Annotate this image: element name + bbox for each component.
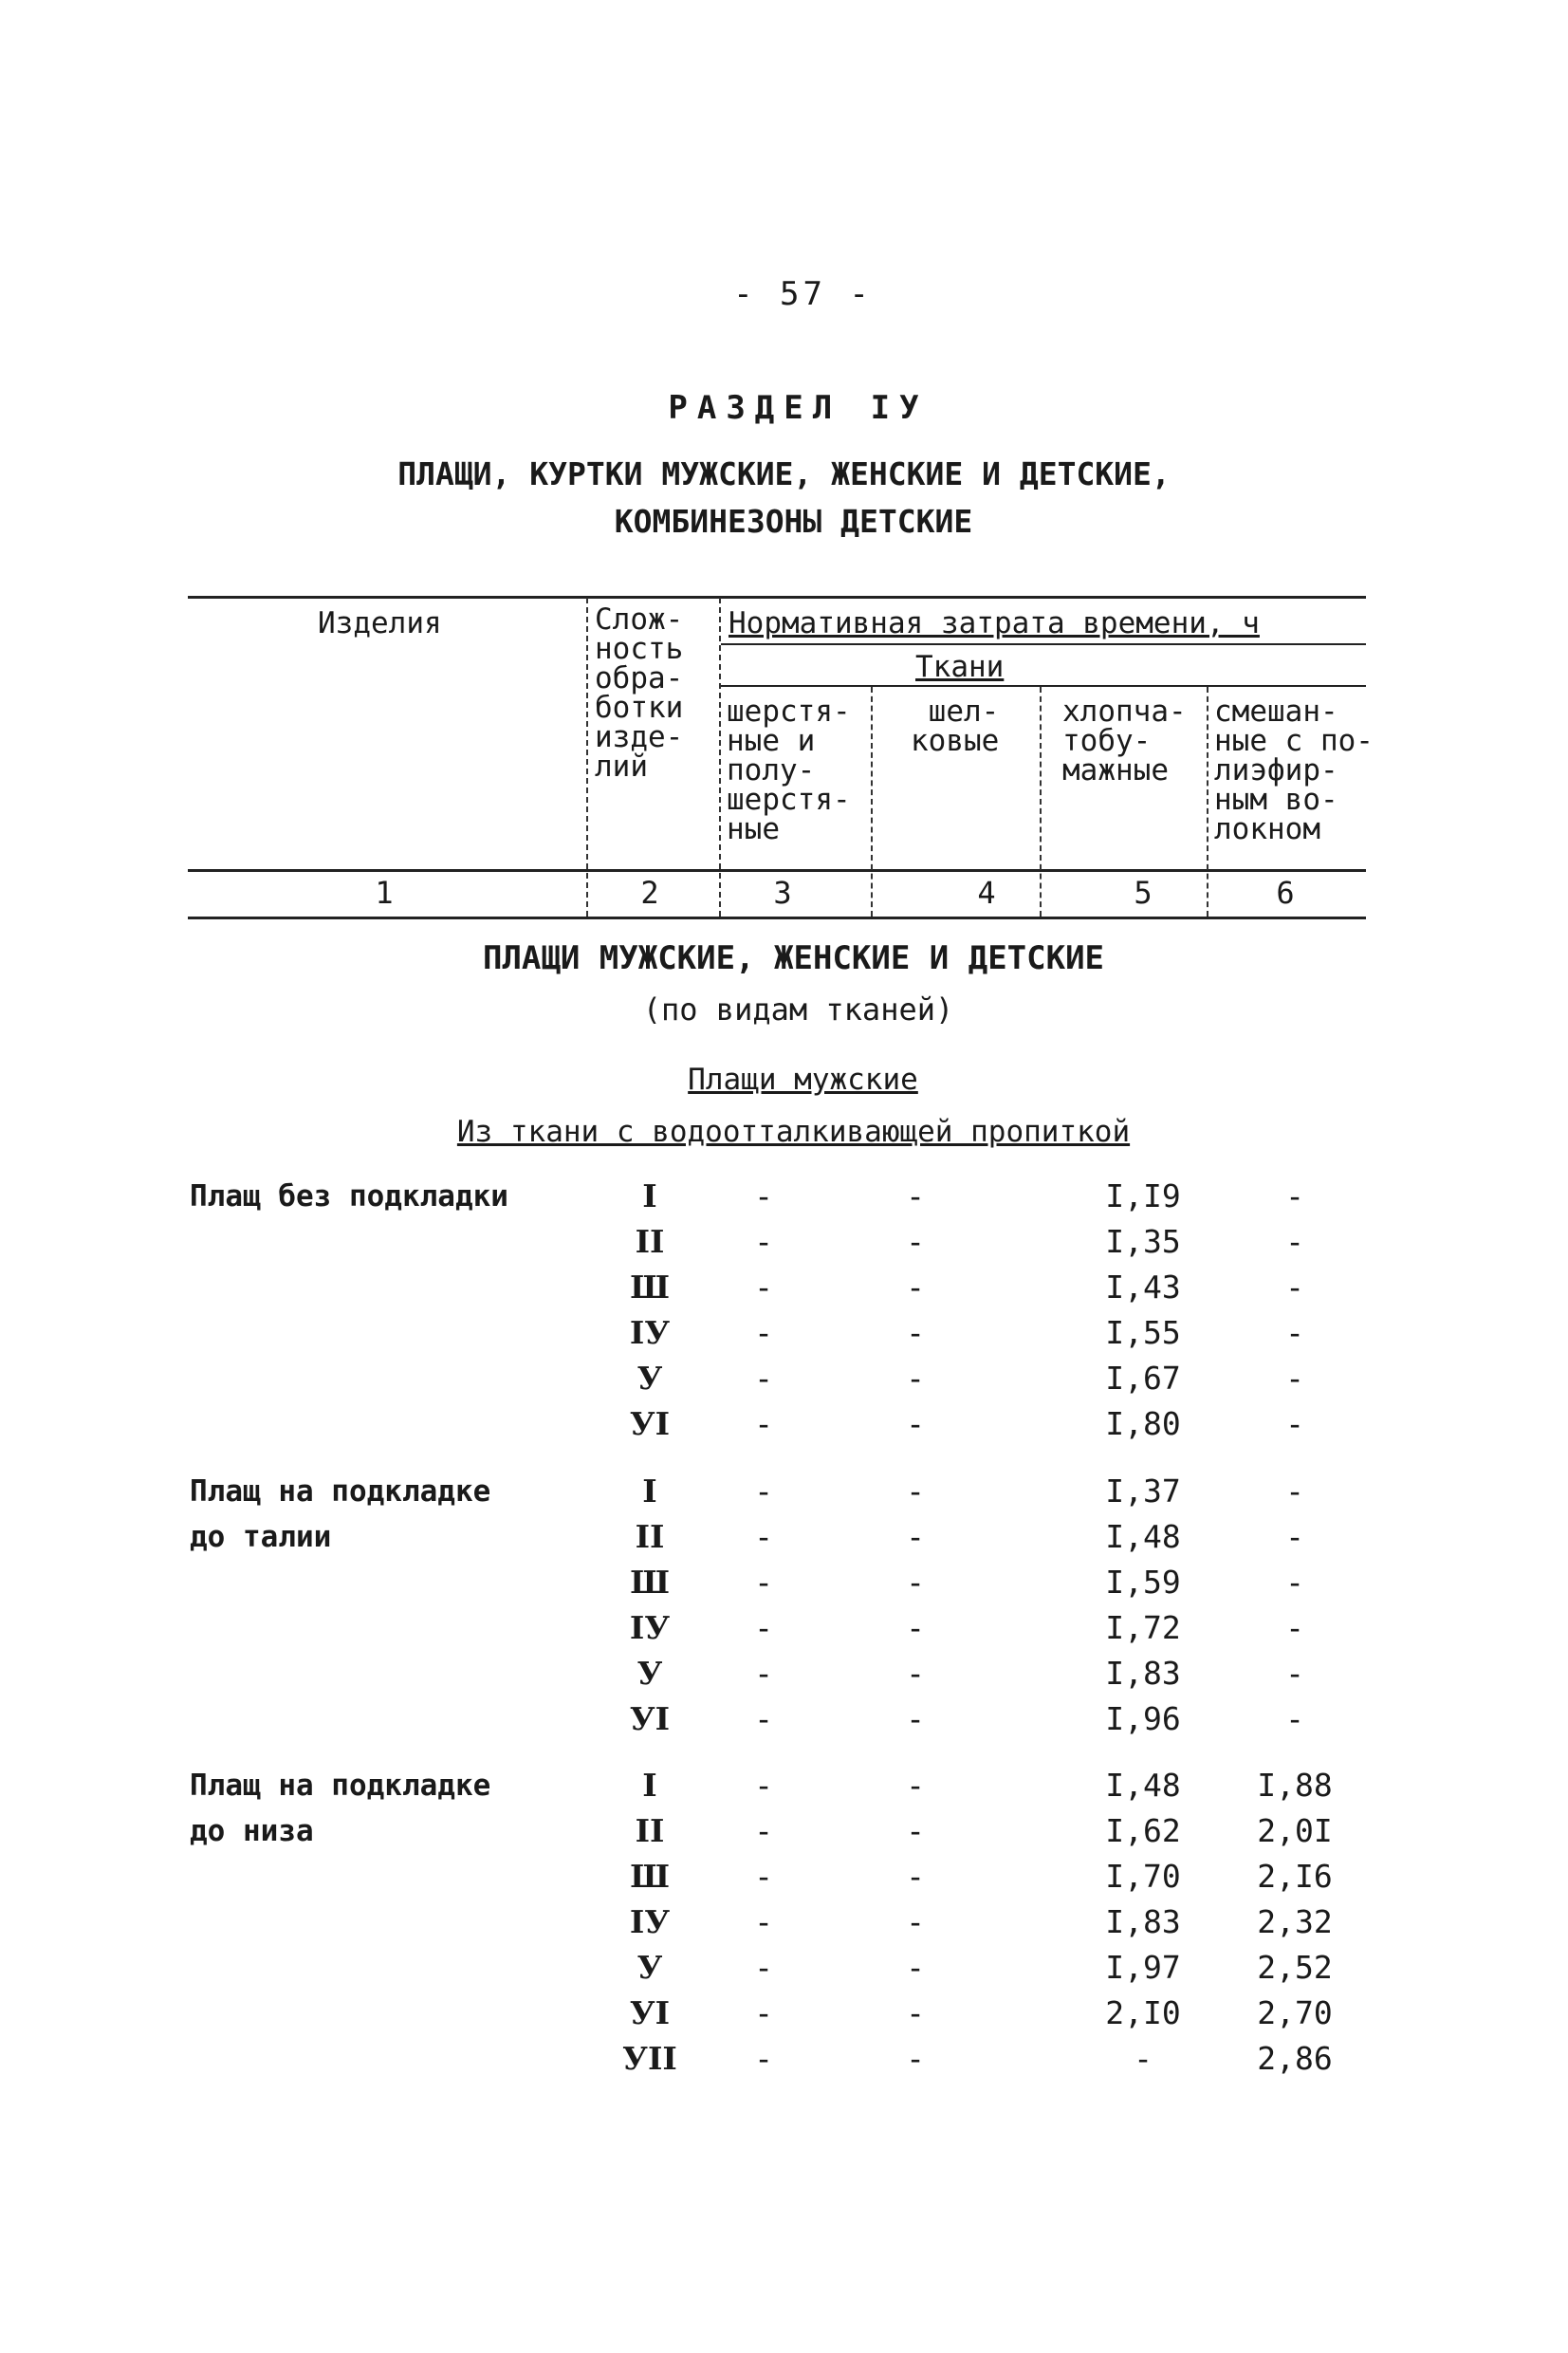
- item-name-continued: до низа: [190, 1814, 314, 1848]
- cotton-cell: I,55: [1105, 1314, 1181, 1351]
- header-norm-time: Нормативная затрата времени, ч: [729, 606, 1260, 640]
- silk-cell: -: [906, 1767, 925, 1804]
- silk-cell: -: [906, 1903, 925, 1940]
- title-line-2: КОМБИНЕЗОНЫ ДЕТСКИЕ: [614, 503, 973, 540]
- item-name: Плащ без подкладки: [190, 1179, 508, 1214]
- silk-cell: -: [906, 1405, 925, 1442]
- column-number: 5: [1134, 875, 1153, 911]
- wool-cell: -: [754, 1223, 773, 1260]
- header-tkani: Ткани: [915, 650, 1005, 684]
- blended-cell: 2,70: [1257, 1994, 1333, 2031]
- complexity-cell: УI: [629, 1405, 671, 1442]
- silk-cell: -: [906, 1518, 925, 1555]
- cotton-cell: I,83: [1105, 1655, 1181, 1692]
- cotton-cell: I,35: [1105, 1223, 1181, 1260]
- cotton-cell: I,59: [1105, 1564, 1181, 1601]
- column-number: 3: [773, 875, 792, 911]
- cotton-cell: I,62: [1105, 1812, 1181, 1849]
- item-name-continued: до талии: [190, 1520, 332, 1554]
- blended-cell: -: [1285, 1609, 1304, 1646]
- silk-cell: -: [906, 1812, 925, 1849]
- wool-cell: -: [754, 1177, 773, 1214]
- wool-cell: -: [754, 1405, 773, 1442]
- header-col-blended: смешан- ные с по- лиэфир- ным во- локном: [1214, 695, 1374, 846]
- complexity-cell: II: [635, 1518, 665, 1555]
- silk-cell: -: [906, 1269, 925, 1306]
- complexity-cell: Ш: [630, 1858, 670, 1895]
- header-col-wool: шерстя- ные и полу- шерстя- ные: [727, 695, 851, 846]
- header-col-complexity: Слож- ность обра- ботки изде- лий: [595, 602, 684, 784]
- cotton-cell: 2,I0: [1105, 1994, 1181, 2031]
- wool-cell: -: [754, 1655, 773, 1692]
- column-number: 2: [640, 875, 659, 911]
- blended-cell: -: [1285, 1360, 1304, 1397]
- complexity-cell: УI: [629, 1700, 671, 1737]
- blended-cell: 2,52: [1257, 1949, 1333, 1986]
- complexity-cell: I: [642, 1177, 657, 1214]
- section-title: ПЛАЩИ МУЖСКИЕ, ЖЕНСКИЕ И ДЕТСКИЕ: [482, 939, 1105, 977]
- silk-cell: -: [906, 1177, 925, 1214]
- subsection-title: Плащи мужские: [688, 1063, 918, 1097]
- complexity-cell: УII: [622, 2040, 677, 2077]
- blended-cell: 2,0I: [1257, 1812, 1333, 1849]
- complexity-cell: II: [635, 1223, 665, 1260]
- complexity-cell: IУ: [629, 1609, 671, 1646]
- cotton-cell: I,43: [1105, 1269, 1181, 1306]
- cotton-cell: I,96: [1105, 1700, 1181, 1737]
- cotton-cell: I,70: [1105, 1858, 1181, 1895]
- silk-cell: -: [906, 1949, 925, 1986]
- item-name: Плащ на подкладке: [190, 1474, 491, 1509]
- wool-cell: -: [754, 1767, 773, 1804]
- silk-cell: -: [906, 1994, 925, 2031]
- wool-cell: -: [754, 2040, 773, 2077]
- silk-cell: -: [906, 1700, 925, 1737]
- page-number: - 57 -: [733, 275, 873, 313]
- blended-cell: -: [1285, 1518, 1304, 1555]
- wool-cell: -: [754, 1269, 773, 1306]
- column-number: 6: [1276, 875, 1295, 911]
- cotton-cell: I,48: [1105, 1767, 1181, 1804]
- blended-cell: -: [1285, 1223, 1304, 1260]
- cotton-cell: I,97: [1105, 1949, 1181, 1986]
- cotton-cell: I,72: [1105, 1609, 1181, 1646]
- silk-cell: -: [906, 1314, 925, 1351]
- header-bottom-rule: [188, 869, 1366, 872]
- complexity-cell: I: [642, 1473, 657, 1510]
- cotton-cell: I,83: [1105, 1903, 1181, 1940]
- silk-cell: -: [906, 2040, 925, 2077]
- wool-cell: -: [754, 1518, 773, 1555]
- wool-cell: -: [754, 1994, 773, 2031]
- silk-cell: -: [906, 1564, 925, 1601]
- header-divider-1: [586, 598, 588, 917]
- complexity-cell: УI: [629, 1994, 671, 2031]
- cotton-cell: I,80: [1105, 1405, 1181, 1442]
- wool-cell: -: [754, 1903, 773, 1940]
- blended-cell: -: [1285, 1473, 1304, 1510]
- complexity-cell: У: [636, 1360, 663, 1397]
- header-col-silk: шел- ковые: [911, 695, 1000, 758]
- column-number: 4: [977, 875, 996, 911]
- wool-cell: -: [754, 1564, 773, 1601]
- blended-cell: 2,86: [1257, 2040, 1333, 2077]
- header-norm-rule: [721, 643, 1366, 645]
- header-divider-3: [871, 687, 873, 917]
- wool-cell: -: [754, 1473, 773, 1510]
- blended-cell: -: [1285, 1269, 1304, 1306]
- complexity-cell: I: [642, 1767, 657, 1804]
- blended-cell: -: [1285, 1564, 1304, 1601]
- section-label: РАЗДЕЛ IУ: [668, 389, 929, 427]
- cotton-cell: I,37: [1105, 1473, 1181, 1510]
- silk-cell: -: [906, 1473, 925, 1510]
- silk-cell: -: [906, 1655, 925, 1692]
- item-name: Плащ на подкладке: [190, 1769, 491, 1803]
- complexity-cell: У: [636, 1949, 663, 1986]
- blended-cell: -: [1285, 1700, 1304, 1737]
- blended-cell: I,88: [1257, 1767, 1333, 1804]
- header-tkani-rule: [721, 685, 1366, 687]
- complexity-cell: У: [636, 1655, 663, 1692]
- silk-cell: -: [906, 1858, 925, 1895]
- title-line-1: ПЛАЩИ, КУРТКИ МУЖСКИЕ, ЖЕНСКИЕ И ДЕТСКИЕ,: [397, 455, 1171, 492]
- wool-cell: -: [754, 1700, 773, 1737]
- section-subtitle: (по видам тканей): [642, 991, 954, 1028]
- header-col-cotton: хлопча- тобу- мажные: [1062, 695, 1187, 787]
- subsection-subtitle: Из ткани с водоотталкивающей пропиткой: [456, 1115, 1131, 1149]
- complexity-cell: IУ: [629, 1903, 671, 1940]
- blended-cell: 2,32: [1257, 1903, 1333, 1940]
- header-divider-5: [1207, 687, 1208, 917]
- cotton-cell: I,I9: [1105, 1177, 1181, 1214]
- wool-cell: -: [754, 1314, 773, 1351]
- cotton-cell: I,67: [1105, 1360, 1181, 1397]
- numbers-bottom-rule: [188, 917, 1366, 919]
- cotton-cell: I,48: [1105, 1518, 1181, 1555]
- header-col-items: Изделия: [318, 606, 442, 640]
- blended-cell: 2,I6: [1257, 1858, 1333, 1895]
- complexity-cell: Ш: [630, 1269, 670, 1306]
- cotton-cell: -: [1134, 2040, 1153, 2077]
- silk-cell: -: [906, 1360, 925, 1397]
- wool-cell: -: [754, 1949, 773, 1986]
- wool-cell: -: [754, 1858, 773, 1895]
- column-number: 1: [375, 875, 394, 911]
- blended-cell: -: [1285, 1177, 1304, 1214]
- blended-cell: -: [1285, 1405, 1304, 1442]
- silk-cell: -: [906, 1223, 925, 1260]
- wool-cell: -: [754, 1812, 773, 1849]
- complexity-cell: Ш: [630, 1564, 670, 1601]
- complexity-cell: IУ: [629, 1314, 671, 1351]
- wool-cell: -: [754, 1360, 773, 1397]
- complexity-cell: II: [635, 1812, 665, 1849]
- header-divider-4: [1040, 687, 1042, 917]
- wool-cell: -: [754, 1609, 773, 1646]
- blended-cell: -: [1285, 1655, 1304, 1692]
- header-top-rule: [188, 596, 1366, 599]
- blended-cell: -: [1285, 1314, 1304, 1351]
- header-divider-2: [719, 598, 721, 917]
- silk-cell: -: [906, 1609, 925, 1646]
